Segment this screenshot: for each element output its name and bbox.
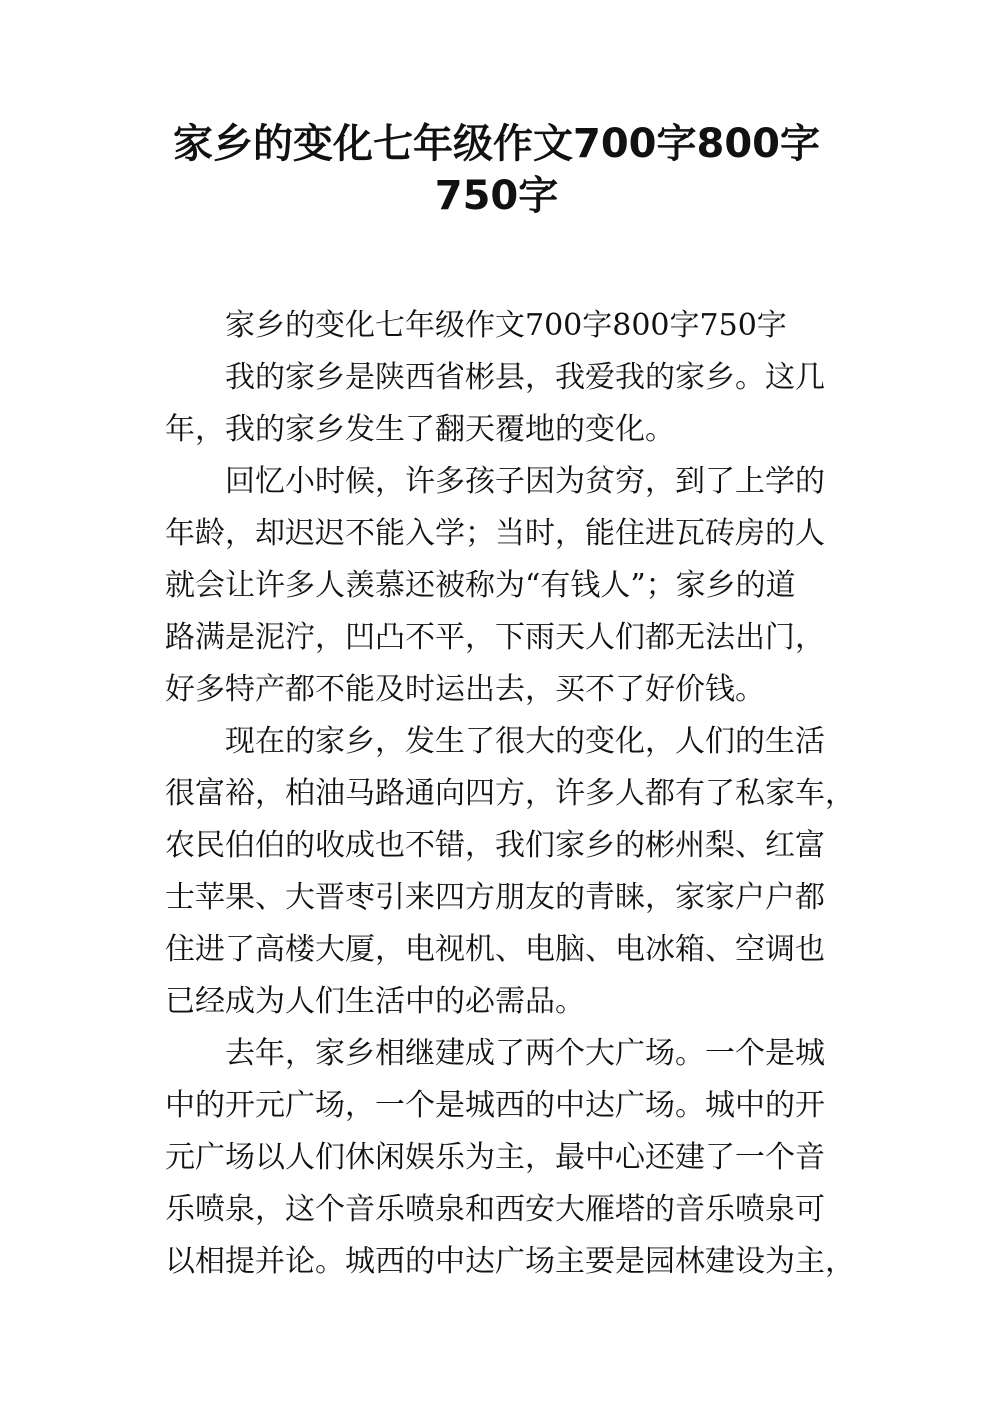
text-line: 路满是泥泞，凹凸不平，下雨天人们都无法出门，: [165, 620, 825, 655]
paragraph: [165, 456, 835, 716]
text-line: 士苹果、大晋枣引来四方朋友的青睐，家家户户都: [165, 880, 825, 915]
text-line: 住进了高楼大厦，电视机、电脑、电冰箱、空调也: [165, 932, 825, 967]
paragraph: [165, 1028, 855, 1288]
document-body: [165, 300, 855, 1288]
text-line: 已经成为人们生活中的必需品。: [165, 984, 585, 1019]
text-line: 农民伯伯的收成也不错，我们家乡的彬州梨、红富: [165, 828, 825, 863]
text-line: 就会让许多人羡慕还被称为“有钱人”；家乡的道: [165, 568, 796, 603]
paragraph: [165, 300, 835, 352]
document-title: [120, 118, 873, 222]
title-line: 家乡的变化七年级作文700字800字: [173, 121, 820, 167]
title-line: 750字: [434, 173, 559, 219]
text-line: 我的家乡是陕西省彬县，我爱我的家乡。这几: [225, 360, 825, 395]
text-line: 很富裕，柏油马路通向四方，许多人都有了私家车，: [165, 776, 855, 811]
text-line: 以相提并论。城西的中达广场主要是园林建设为主，: [165, 1244, 855, 1279]
paragraph: [165, 352, 835, 456]
text-line: 现在的家乡，发生了很大的变化，人们的生活: [225, 724, 825, 759]
paragraph: [165, 716, 855, 1028]
text-line: 好多特产都不能及时运出去，买不了好价钱。: [165, 672, 765, 707]
text-line: 家乡的变化七年级作文700字800字750字: [225, 308, 787, 343]
text-line: 乐喷泉，这个音乐喷泉和西安大雁塔的音乐喷泉可: [165, 1192, 825, 1227]
text-line: 年，我的家乡发生了翻天覆地的变化。: [165, 412, 675, 447]
text-line: 回忆小时候，许多孩子因为贫穷，到了上学的: [225, 464, 825, 499]
text-line: 元广场以人们休闲娱乐为主，最中心还建了一个音: [165, 1140, 825, 1175]
text-line: 中的开元广场，一个是城西的中达广场。城中的开: [165, 1088, 825, 1123]
text-line: 去年，家乡相继建成了两个大广场。一个是城: [225, 1036, 825, 1071]
text-line: 年龄，却迟迟不能入学；当时，能住进瓦砖房的人: [165, 516, 825, 551]
